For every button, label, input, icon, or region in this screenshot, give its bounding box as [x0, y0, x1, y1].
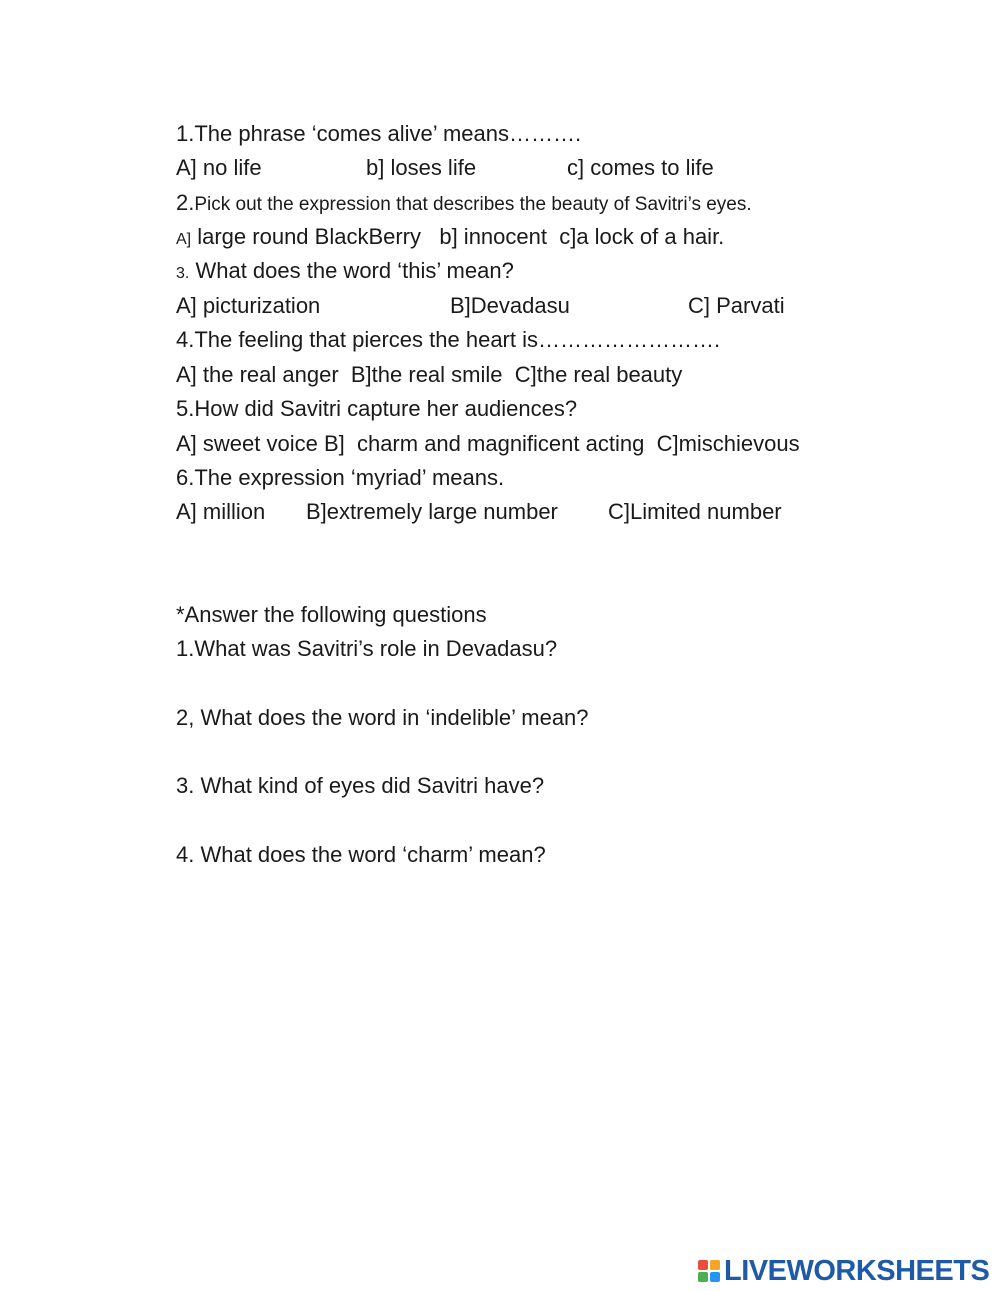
logo-block-4 [710, 1272, 720, 1282]
answer-question-1: 1.What was Savitri’s role in Devadasu? [176, 636, 558, 661]
question-2 [176, 189, 752, 219]
liveworksheets-logo [698, 1254, 989, 1288]
question-1: 1.The phrase ‘comes alive’ means………. [176, 121, 582, 146]
q1-option-b: b] loses life [366, 155, 477, 180]
q3-text: What does the word ‘this’ mean? [189, 258, 514, 283]
answer-section-heading: *Answer the following questions [176, 602, 487, 627]
question-4: 4.The feeling that pierces the heart is……………………. [176, 327, 721, 352]
question-6: 6.The expression ‘myriad’ means. [176, 465, 505, 490]
q2-option-a-prefix: A] [176, 231, 192, 248]
question-5: 5.How did Savitri capture her audiences? [176, 396, 578, 421]
q6-option-a: A] million [176, 499, 266, 524]
q2-number: 2. [176, 190, 195, 215]
q2-text: Pick out the expression that describes the beauty of Savitri’s eyes. [194, 194, 752, 215]
question-3 [176, 257, 514, 288]
logo-block-2 [710, 1260, 720, 1270]
q6-option-c: C]Limited number [608, 499, 782, 524]
q3-option-b: B]Devadasu [450, 293, 570, 318]
answer-question-3: 3. What kind of eyes did Savitri have? [176, 773, 545, 798]
answer-question-2: 2, What does the word in ‘indelible’ mean? [176, 705, 589, 730]
q3-option-c: C] Parvati [688, 293, 785, 318]
logo-block-1 [698, 1260, 708, 1270]
logo-block-3 [698, 1272, 708, 1282]
q2-options [176, 223, 724, 254]
q4-options: A] the real anger B]the real smile C]the real beauty [176, 362, 683, 387]
logo-text: LIVEWORKSHEETS [724, 1254, 990, 1287]
q6-option-b: B]extremely large number [306, 499, 558, 524]
q2-options-text: large round BlackBerry b] innocent c]a lock of a hair. [191, 224, 725, 249]
q3-option-a: A] picturization [176, 293, 321, 318]
q1-option-a: A] no life [176, 155, 262, 180]
answer-question-4: 4. What does the word ‘charm’ mean? [176, 842, 546, 867]
q1-option-c: c] comes to life [567, 155, 714, 180]
q3-number: 3. [176, 265, 190, 282]
logo-blocks-icon [698, 1260, 720, 1282]
q5-options: A] sweet voice B] charm and magnificent acting C]mischievous [176, 431, 800, 456]
